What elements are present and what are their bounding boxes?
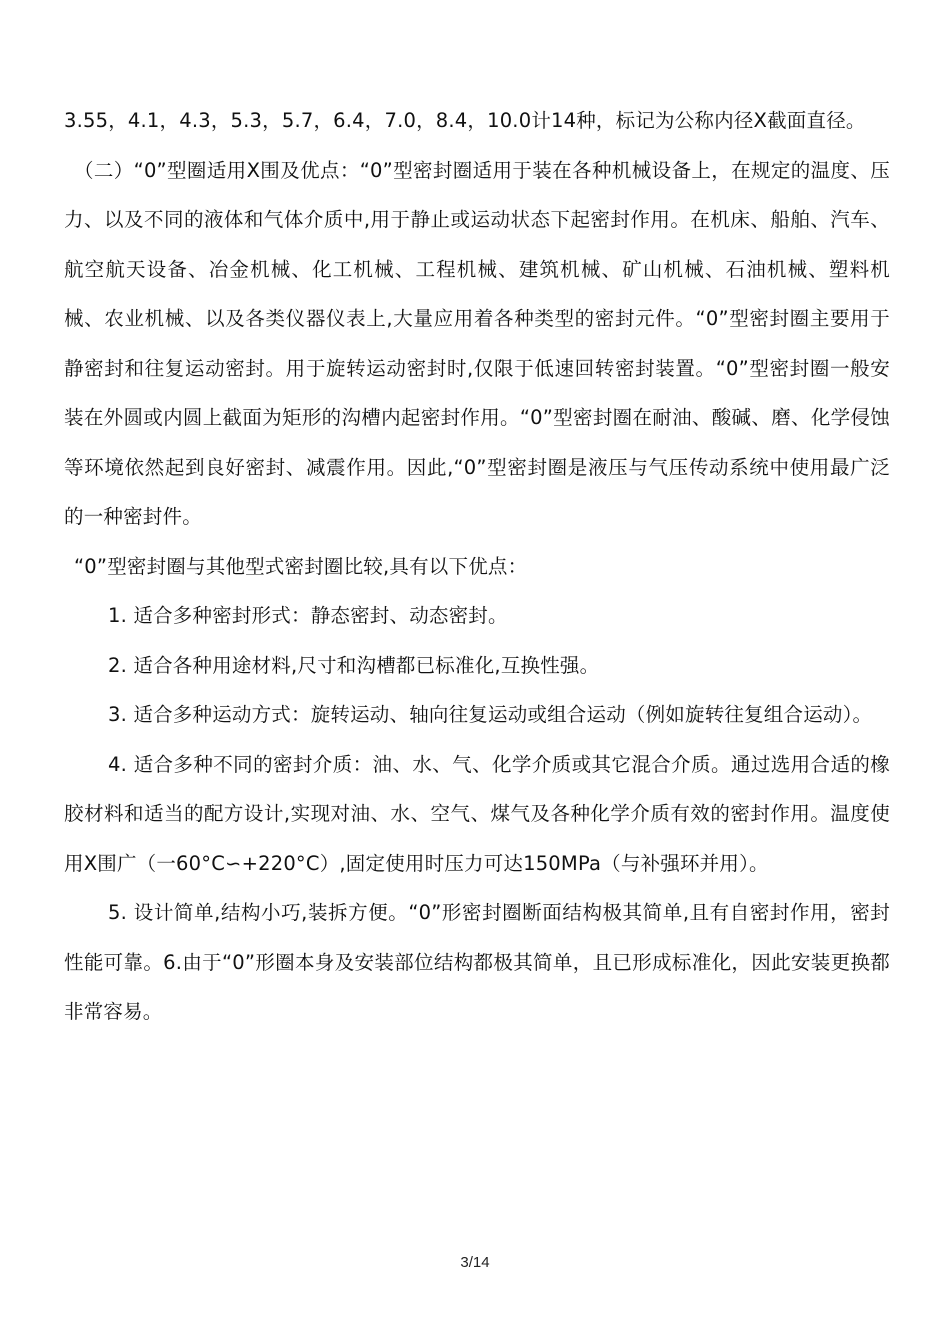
- page-number: 3/14: [460, 1254, 490, 1271]
- document-body: [64, 96, 890, 1037]
- list-item-2: 2. 适合各种用途材料,尺寸和沟槽都已标准化,互换性强。: [108, 653, 600, 677]
- paragraph-dimension-list: 3.55，4.1，4.3，5.3，5.7，6.4，7.0，8.4，10.0计14种，标记为公称内径X截面直径。: [64, 109, 866, 132]
- list-item-5: 5. 设计简单,结构小巧,装拆方便。“0”形密封圈断面结构极其简单,且有自密封作用，密封性能可靠。6.由于“0”形圈本身及安装部位结构都极其简单，且已形成标准化，因此安装更换都非常容易。: [64, 901, 890, 1023]
- list-item-4: 4. 适合多种不同的密封介质：油、水、气、化学介质或其它混合介质。通过选用合适的橡胶材料和适当的配方设计,实现对油、水、空气、煤气及各种化学介质有效的密封作用。温度使用X围广（一60°C∽+220°C）,固定使用时压力可达150MPa（与补强环并用）。: [64, 752, 890, 875]
- list-item-1: 1. 适合多种密封形式：静态密封、动态密封。: [108, 604, 508, 627]
- paragraph-scope-and-advantages: （二）“0”型圈适用X围及优点：“0”型密封圈适用于装在各种机械设备上，在规定的温度、压力、以及不同的液体和气体介质中,用于静止或运动状态下起密封作用。在机床、船舶、汽车、航空航天设备、冶金机械、化工机械、工程机械、建筑机械、矿山机械、石油机械、塑料机械、农业机械、以及各类仪器仪表上,大量应用着各种类型的密封元件。“0”型密封圈主要用于静密封和往复运动密封。用于旋转运动密封时,仅限于低速回转密封装置。“0”型密封圈一般安装在外圆或内圆上截面为矩形的沟槽内起密封作用。“0”型密封圈在耐油、酸碱、磨、化学侵蚀等环境依然起到良好密封、减震作用。因此,“0”型密封圈是液压与气压传动系统中使用最广泛的一种密封件。: [64, 158, 890, 528]
- list-item-3: 3. 适合多种运动方式：旋转运动、轴向往复运动或组合运动（例如旋转往复组合运动）。: [108, 703, 873, 726]
- paragraph-advantages-intro: “0”型密封圈与其他型式密封圈比较,具有以下优点：: [74, 554, 528, 578]
